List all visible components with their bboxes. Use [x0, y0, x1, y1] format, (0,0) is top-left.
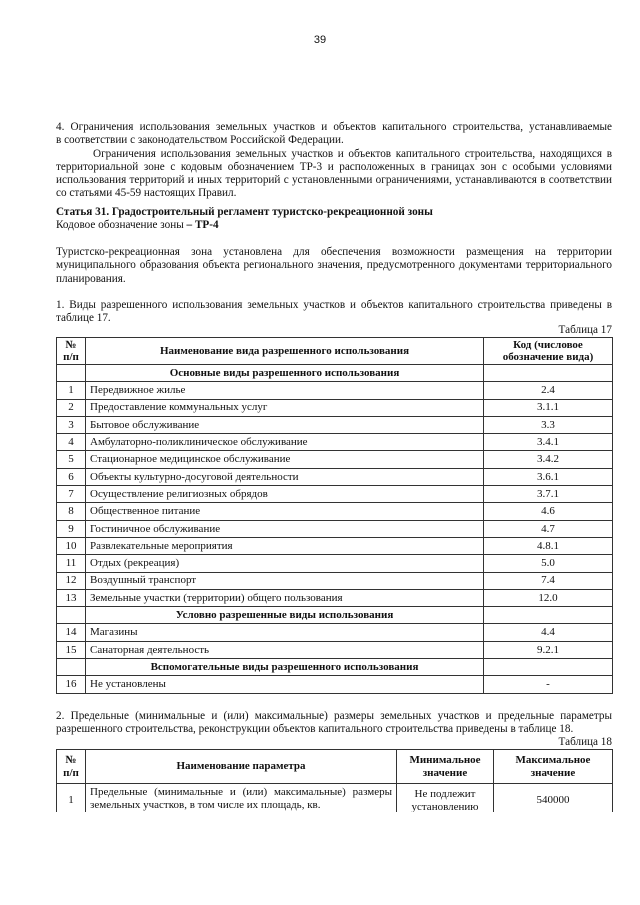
table17-header-row — [57, 338, 613, 365]
table18-header-row — [57, 750, 613, 784]
table17-header-name: Наименование вида разрешенного использования — [86, 338, 484, 365]
table-row — [57, 676, 613, 693]
paragraph-4-restrictions: Ограничения использования земельных участков и объектов капитального строительства, находящихся в территориальной зоне с кодовым обозначением ТР-3 и расположенных в границах зон с особыми условиями использования территорий и иных территорий с установленными ограничениями, устанавливаются в соответствии со статьями 45-59 настоящих Правил. — [56, 147, 612, 200]
row-name: Земельные участки (территории) общего пользования — [86, 589, 484, 606]
row-name: Амбулаторно-поликлиническое обслуживание — [86, 434, 484, 451]
row-code: 5.0 — [484, 555, 613, 572]
table-row — [57, 572, 613, 589]
paragraph-4 — [56, 121, 612, 201]
row-name: Предельные (минимальные и (или) максимальные) размеры земельных участков, в том числе их площадь, кв. — [86, 784, 397, 834]
table-row — [57, 382, 613, 399]
paragraph-4-line1: 4. Ограничения использования земельных участков и объектов капитального строительства, устанавливаемые — [56, 121, 612, 133]
row-code: 4.8.1 — [484, 537, 613, 554]
row-num: 4 — [57, 434, 86, 451]
zone-code-label: Кодовое обозначение зоны — [56, 219, 187, 232]
paragraph-4-line2: в соответствии с законодательством Российской Федерации. — [56, 134, 344, 147]
row-name: Предоставление коммунальных услуг — [86, 399, 484, 416]
zone-description: Туристско-рекреационная зона установлена для обеспечения возможности размещения на территории муниципального образования объекта регионального значения, предусмотренного документами территориального планирования. — [56, 246, 612, 285]
row-code: 12.0 — [484, 589, 613, 606]
row-num: 15 — [57, 641, 86, 658]
row-name: Осуществление религиозных обрядов — [86, 486, 484, 503]
table18-header-num: № п/п — [57, 750, 86, 784]
row-name: Магазины — [86, 624, 484, 641]
row-num: 13 — [57, 589, 86, 606]
article-title: Статья 31. Градостроительный регламент туристско-рекреационной зоны — [56, 206, 433, 218]
table-17 — [56, 337, 613, 694]
row-num: 6 — [57, 468, 86, 485]
table18-header-name: Наименование параметра — [86, 750, 397, 784]
row-num: 9 — [57, 520, 86, 537]
table17-header-code: Код (числовое обозначение вида) — [484, 338, 613, 365]
row-name: Общественное питание — [86, 503, 484, 520]
row-num: 7 — [57, 486, 86, 503]
section-title: Вспомогательные виды разрешенного использования — [86, 659, 484, 676]
paragraph-1: 1. Виды разрешенного использования земельных участков и объектов капитального строительства приведены в таблице 17. — [56, 299, 612, 325]
table17-section-conditional — [57, 607, 613, 624]
article-heading-block — [56, 206, 612, 233]
row-name: Объекты культурно-досуговой деятельности — [86, 468, 484, 485]
table18-caption: Таблица 18 — [558, 736, 612, 748]
row-num: 10 — [57, 537, 86, 554]
paragraph-2: 2. Предельные (минимальные и (или) максимальные) размеры земельных участков и предельные параметры разрешенного строительства, реконструкции объектов капитального строительства приведены в таблице 18. — [56, 710, 612, 736]
page-number: 39 — [313, 34, 327, 46]
row-name: Не установлены — [86, 676, 484, 693]
row-name: Развлекательные мероприятия — [86, 537, 484, 554]
row-name: Санаторная деятельность — [86, 641, 484, 658]
row-code: 3.7.1 — [484, 486, 613, 503]
zone-code-value: – ТР-4 — [186, 219, 219, 232]
table-row — [57, 641, 613, 658]
table-row — [57, 555, 613, 572]
table-row — [57, 399, 613, 416]
row-code: - — [484, 676, 613, 693]
row-name: Гостиничное обслуживание — [86, 520, 484, 537]
row-num: 11 — [57, 555, 86, 572]
table-row — [57, 486, 613, 503]
section-title: Условно разрешенные виды использования — [86, 607, 484, 624]
row-name: Воздушный транспорт — [86, 572, 484, 589]
row-min: Не подлежит установлению — [397, 784, 494, 834]
row-code: 2.4 — [484, 382, 613, 399]
row-name: Отдых (рекреация) — [86, 555, 484, 572]
row-num: 3 — [57, 416, 86, 433]
row-name: Передвижное жилье — [86, 382, 484, 399]
row-code: 3.4.2 — [484, 451, 613, 468]
table-row — [57, 503, 613, 520]
row-code: 3.3 — [484, 416, 613, 433]
table-row — [57, 589, 613, 606]
row-code: 3.1.1 — [484, 399, 613, 416]
row-max: 540000 — [494, 784, 613, 834]
row-num: 16 — [57, 676, 86, 693]
row-num: 8 — [57, 503, 86, 520]
table17-section-main — [57, 365, 613, 382]
table-row — [57, 537, 613, 554]
table-row — [57, 434, 613, 451]
table17-header-num: № п/п — [57, 338, 86, 365]
table17-caption: Таблица 17 — [558, 324, 612, 336]
table18-header-min: Минимальное значение — [397, 750, 494, 784]
zone-code-line — [56, 219, 612, 232]
table18-header-max: Максимальное значение — [494, 750, 613, 784]
table-row — [57, 624, 613, 641]
table-row — [57, 468, 613, 485]
table-row — [57, 451, 613, 468]
row-code: 7.4 — [484, 572, 613, 589]
section-title: Основные виды разрешенного использования — [86, 365, 484, 382]
table17-section-auxiliary — [57, 659, 613, 676]
row-num: 1 — [57, 382, 86, 399]
table-row — [57, 520, 613, 537]
row-name: Стационарное медицинское обслуживание — [86, 451, 484, 468]
table-row — [57, 416, 613, 433]
row-code: 4.6 — [484, 503, 613, 520]
row-code: 3.4.1 — [484, 434, 613, 451]
row-num: 12 — [57, 572, 86, 589]
row-code: 4.4 — [484, 624, 613, 641]
row-code: 9.2.1 — [484, 641, 613, 658]
row-num: 14 — [57, 624, 86, 641]
page-bottom-margin — [0, 812, 640, 905]
row-name: Бытовое обслуживание — [86, 416, 484, 433]
row-num: 1 — [57, 784, 86, 834]
row-code: 4.7 — [484, 520, 613, 537]
row-num: 5 — [57, 451, 86, 468]
row-num: 2 — [57, 399, 86, 416]
row-code: 3.6.1 — [484, 468, 613, 485]
